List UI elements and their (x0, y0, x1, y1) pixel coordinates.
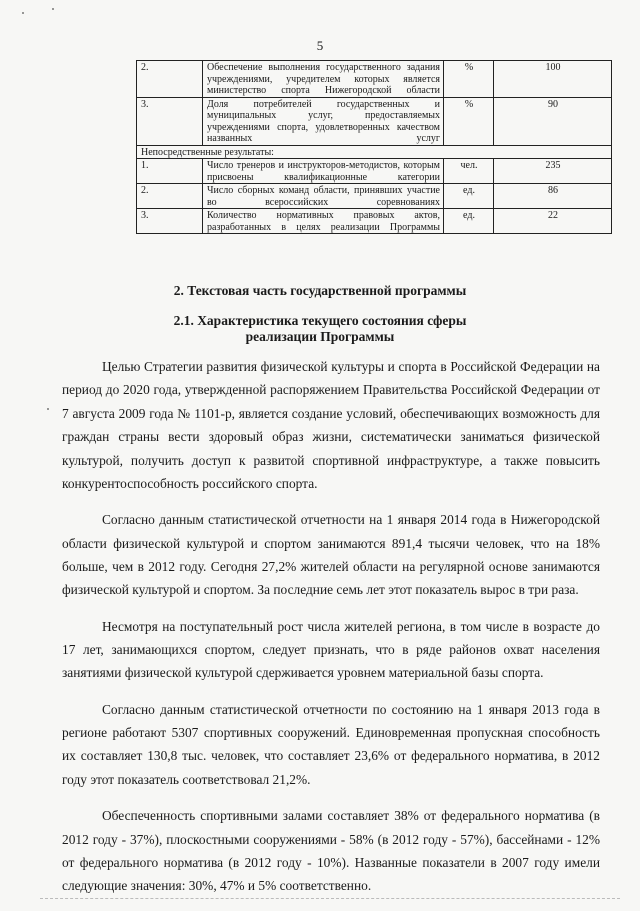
body-text (62, 355, 600, 911)
page-number: 5 (316, 38, 324, 53)
unit-cell: % (444, 97, 494, 145)
unit-cell: % (444, 61, 494, 98)
row-number: 2. (137, 61, 203, 98)
indicator-name: Число сборных команд области, принявших участие во всероссийских соревнованиях (203, 184, 444, 209)
paragraph: Согласно данным статистической отчетности на 1 января 2014 года в Нижегородской области физической культурой и спортом занимаются 891,4 тысячи человек, что на 18% больше, чем в 2012 году. Сегодня 27,2% жителей области на регулярной основе занимаются физической культурой и спортом. За последние семь лет этот показатель вырос в три раза. (62, 512, 600, 598)
table-row (137, 97, 612, 145)
scan-speck (52, 8, 54, 10)
value-cell: 86 (494, 184, 612, 209)
table-row (137, 184, 612, 209)
section-heading: 2. Текстовая часть государственной программы (173, 283, 467, 298)
scan-speck (47, 408, 49, 410)
row-number: 3. (137, 97, 203, 145)
subsection-heading-line-1: 2.1. Характеристика текущего состояния сферы (173, 313, 467, 328)
row-number: 1. (137, 159, 203, 184)
value-cell: 235 (494, 159, 612, 184)
table-row (137, 209, 612, 234)
indicator-name: Обеспечение выполнения государственного задания учреждениями, учредителем которых является министерство спорта Нижегородской области (203, 61, 444, 98)
paragraph: Несмотря на поступательный рост числа жителей региона, в том числе в возрасте до 17 лет, занимающихся спортом, следует признать, что в ряде районов охват населения занятиями физической культурой сдерживается уровнем материальной базы спорта. (62, 618, 600, 681)
unit-cell: чел. (444, 159, 494, 184)
section-row (137, 145, 612, 159)
indicator-name: Количество нормативных правовых актов, разработанных в целях реализации Программы (203, 209, 444, 234)
unit-cell: ед. (444, 184, 494, 209)
paragraph: Целью Стратегии развития физической культуры и спорта в Российской Федерации на период до 2020 года, утвержденной распоряжением Правительства Российской Федерации от 7 августа 2009 года № 1101-р, является создание условий, обеспечивающих возможность для граждан страны вести здоровый образ жизни, систематически заниматься физической культурой, получить доступ к развитой спортивной инфраструктуре, а также повысить конкурентоспособность российского спорта. (62, 359, 600, 492)
subsection-heading-line-2: реализации Программы (245, 329, 395, 344)
value-cell: 100 (494, 61, 612, 98)
scan-speck (22, 12, 24, 14)
paragraph: Обеспеченность спортивными залами составляет 38% от федерального норматива (в 2012 году - 37%), плоскостными сооружениями - 58% (в 2012 году - 57%), бассейнами - 12% от федерального норматива (в 2012 году - 10%). Названные показатели в 2007 году имели следующие значения: 30%, 47% и 5% соответственно. (62, 808, 600, 894)
table-row (137, 159, 612, 184)
section-label: Непосредственные результаты: (137, 145, 612, 159)
indicators-table (136, 60, 612, 234)
value-cell: 90 (494, 97, 612, 145)
paragraph: Согласно данным статистической отчетности по состоянию на 1 января 2013 года в регионе работают 5307 спортивных сооружений. Единовременная пропускная способность их составляет 130,8 тыс. человек, что составляет 23,6% от федерального норматива, в 2012 году этот показатель соответствовал 21,2%. (62, 701, 600, 787)
indicator-name: Доля потребителей государственных и муниципальных услуг, предоставляемых учреждениями спорта, удовлетворенных качеством названных услуг (203, 97, 444, 145)
table-row (137, 61, 612, 98)
indicator-name: Число тренеров и инструкторов-методистов, которым присвоены квалификационные категории (203, 159, 444, 184)
scan-edge-line (40, 898, 620, 899)
value-cell: 22 (494, 209, 612, 234)
row-number: 2. (137, 184, 203, 209)
row-number: 3. (137, 209, 203, 234)
unit-cell: ед. (444, 209, 494, 234)
